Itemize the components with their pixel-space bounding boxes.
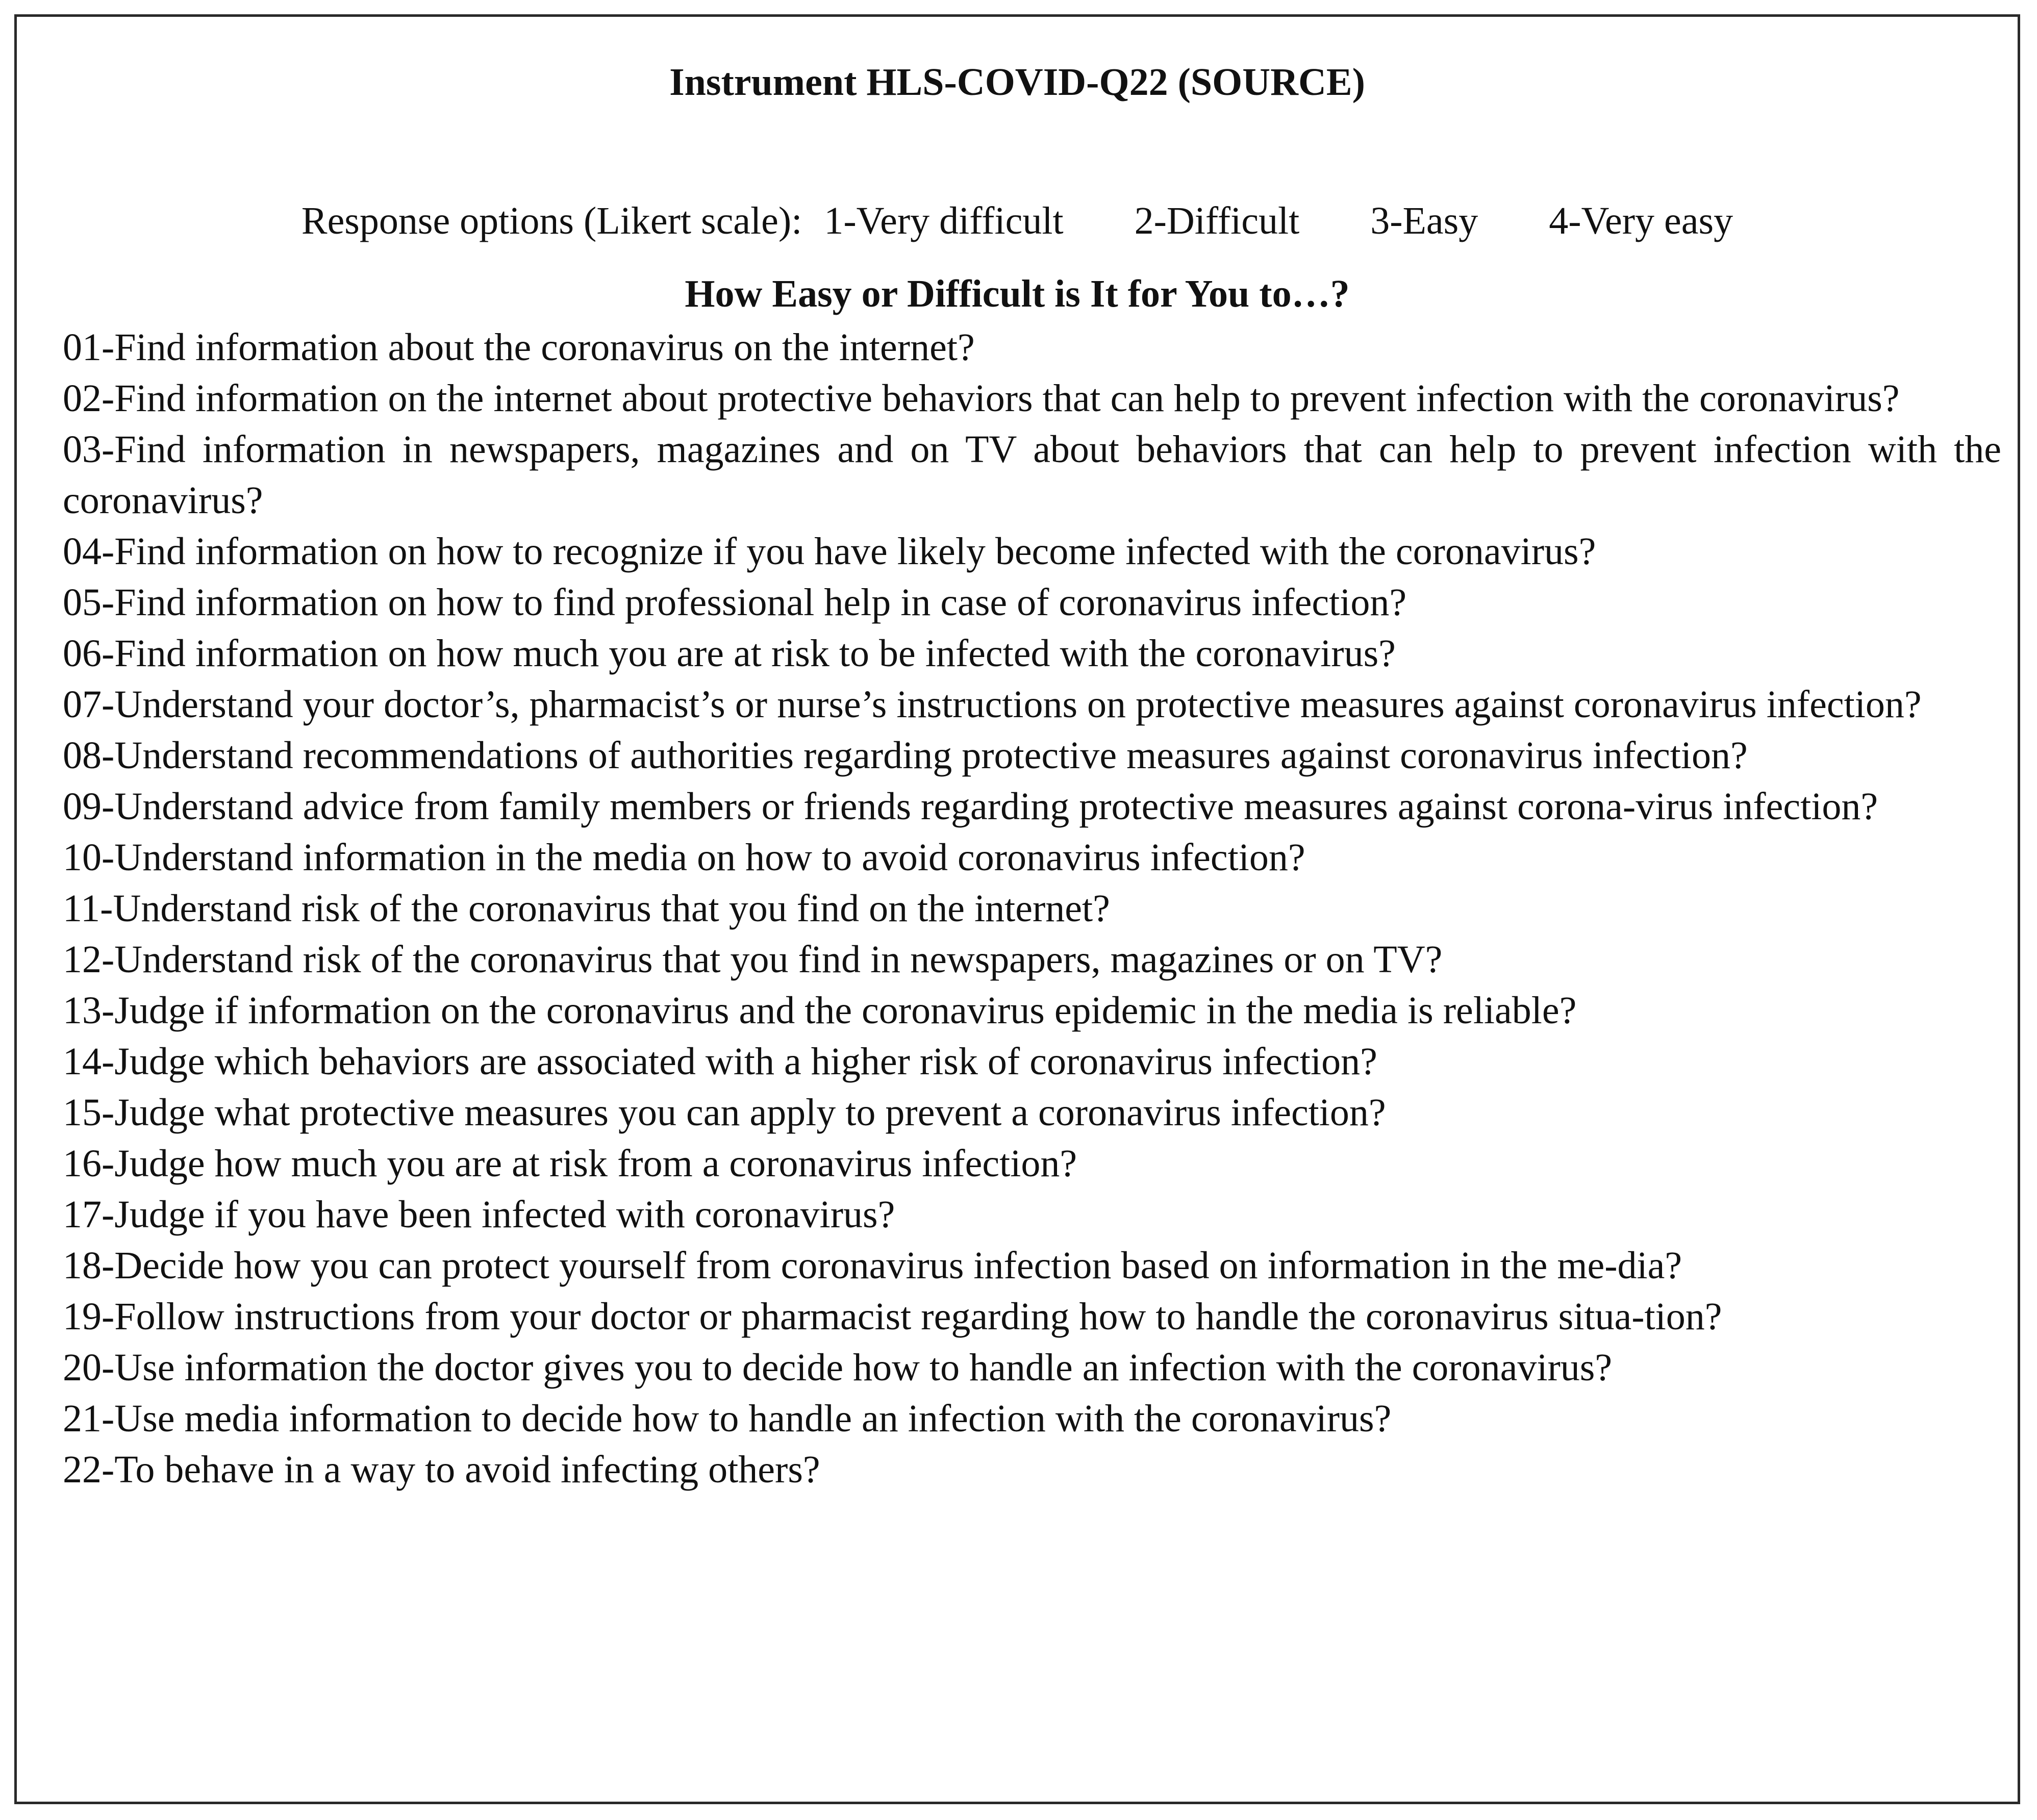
- list-item: 22-To behave in a way to avoid infecting others?: [63, 1448, 820, 1491]
- list-item: 17-Judge if you have been infected with coronavirus?: [63, 1193, 895, 1236]
- list-item: 01-Find information about the coronavirus on the internet?: [63, 326, 975, 369]
- response-options: [17, 195, 2018, 246]
- question-heading: How Easy or Difficult is It for You to…?: [685, 272, 1350, 315]
- list-item: 15-Judge what protective measures you can apply to prevent a coronavirus infection?: [63, 1091, 1386, 1134]
- instrument-box: [14, 14, 2020, 1804]
- response-option: 2-Difficult: [1134, 199, 1300, 242]
- list-item: 12-Understand risk of the coronavirus that you find in newspapers, magazines or on TV?: [63, 938, 1443, 981]
- list-item: 05-Find information on how to find professional help in case of coronavirus infection?: [63, 581, 1407, 624]
- response-options-label: Response options (Likert scale):: [301, 199, 802, 242]
- list-item: 06-Find information on how much you are at risk to be infected with the coronavirus?: [63, 632, 1396, 675]
- list-item: 19-Follow instructions from your doctor or pharmacist regarding how to handle the coronavirus situa-tion?: [63, 1295, 1722, 1338]
- document-title: Instrument HLS-COVID-Q22 (SOURCE): [669, 61, 1365, 104]
- item-list: [63, 322, 2001, 1495]
- list-item: 03-Find information in newspapers, magazines and on TV about behaviors that can help to prevent infection with the coronavirus?: [63, 428, 2001, 522]
- list-item: 16-Judge how much you are at risk from a coronavirus infection?: [63, 1142, 1077, 1185]
- response-option: 3-Easy: [1370, 199, 1478, 242]
- list-item: 02-Find information on the internet about protective behaviors that can help to prevent infection with the coronavirus?: [63, 377, 1900, 420]
- list-item: 20-Use information the doctor gives you to decide how to handle an infection with the coronavirus?: [63, 1346, 1613, 1389]
- list-item: 08-Understand recommendations of authorities regarding protective measures against coronavirus infection?: [63, 734, 1748, 777]
- list-item: 21-Use media information to decide how to handle an infection with the coronavirus?: [63, 1397, 1392, 1440]
- list-item: 18-Decide how you can protect yourself from coronavirus infection based on information in the me-dia?: [63, 1244, 1682, 1287]
- response-option: 1-Very difficult: [824, 199, 1064, 242]
- response-option: 4-Very easy: [1549, 199, 1733, 242]
- list-item: 07-Understand your doctor’s, pharmacist’s or nurse’s instructions on protective measures against coronavirus infection?: [63, 683, 1922, 726]
- list-item: 10-Understand information in the media on how to avoid coronavirus infection?: [63, 836, 1305, 879]
- list-item: 14-Judge which behaviors are associated with a higher risk of coronavirus infection?: [63, 1040, 1377, 1083]
- list-item: 11-Understand risk of the coronavirus that you find on the internet?: [63, 887, 1110, 930]
- list-item: 04-Find information on how to recognize if you have likely become infected with the coronavirus?: [63, 530, 1596, 573]
- list-item: 09-Understand advice from family members or friends regarding protective measures against corona-virus infection?: [63, 785, 1878, 828]
- list-item: 13-Judge if information on the coronavirus and the coronavirus epidemic in the media is reliable?: [63, 989, 1577, 1032]
